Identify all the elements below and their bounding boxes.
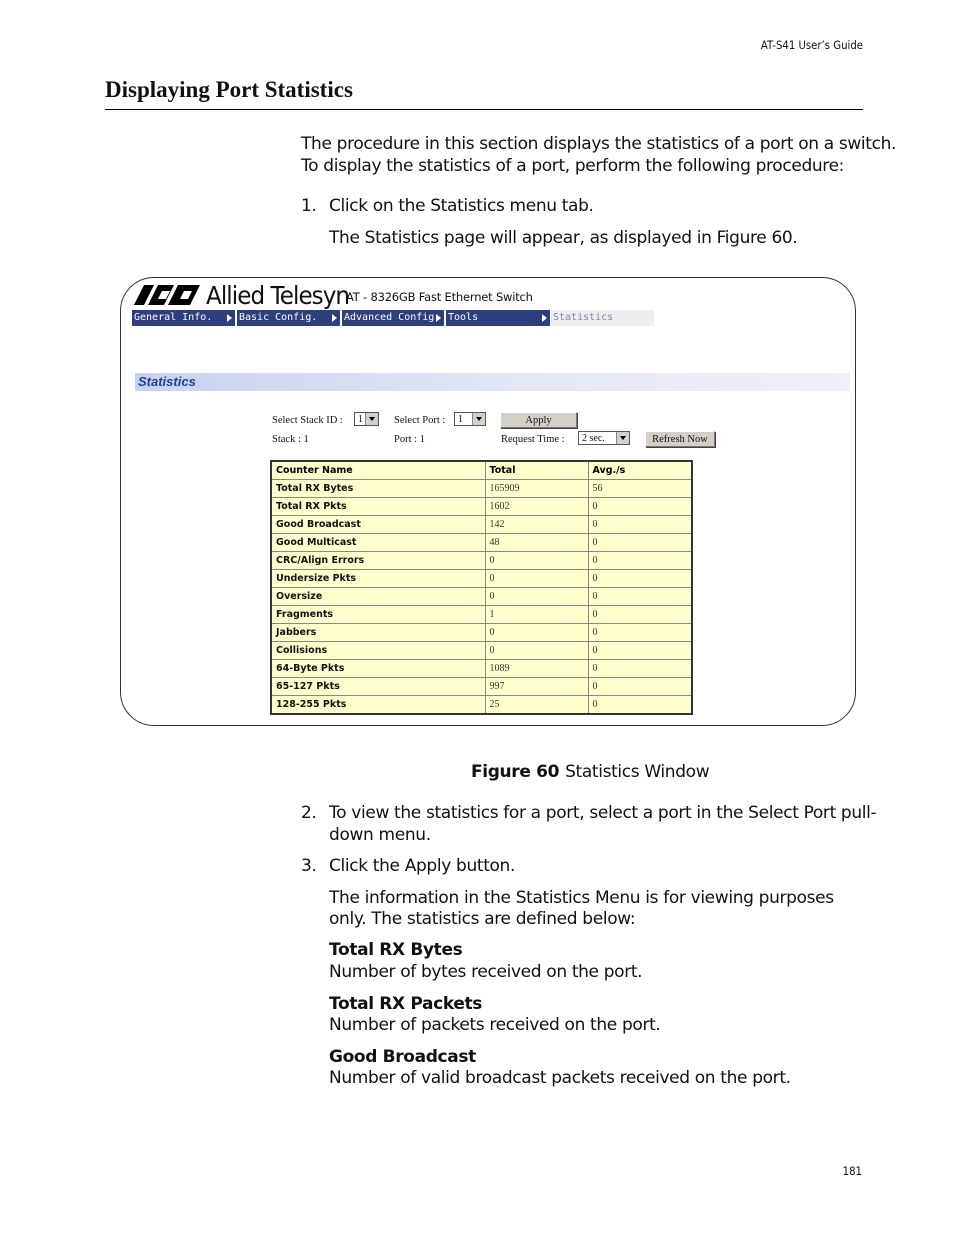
arrow-right-icon [542,314,547,322]
counter-name-cell: Fragments [271,606,485,624]
total-cell: 1089 [485,660,588,678]
chevron-down-icon [616,432,629,444]
counter-name-cell: Total RX Pkts [271,498,485,516]
table-row [271,480,692,498]
step-1-text: Click on the Statistics menu tab. [329,196,594,216]
table-header-row [271,461,692,480]
statistics-table [270,460,693,715]
refresh-now-button[interactable]: Refresh Now [645,431,715,447]
info-line-2: only. The statistics are defined below: [329,909,636,929]
step-2-number: 2. [301,803,317,823]
arrow-right-icon [436,314,441,322]
avg-cell: 0 [588,516,692,534]
definition-term: Good Broadcast [329,1047,476,1067]
tab-basic-config[interactable] [237,310,340,326]
arrow-right-icon [227,314,232,322]
figure-title: Statistics Window [565,762,710,782]
total-cell: 0 [485,642,588,660]
statistics-window-screenshot [120,277,856,726]
table-row [271,696,692,715]
counter-name-cell: Jabbers [271,624,485,642]
running-header: AT-S41 User’s Guide [760,38,863,52]
total-cell: 0 [485,552,588,570]
counter-name-cell: Undersize Pkts [271,570,485,588]
request-time-value: 2 sec. [582,433,605,444]
chevron-down-icon [365,413,378,425]
counter-name-cell: Good Broadcast [271,516,485,534]
total-cell: 142 [485,516,588,534]
port-value: 1 [458,414,463,425]
step-3-number: 3. [301,856,317,876]
tab-label: Advanced Config. [344,312,441,323]
request-time-select[interactable] [578,431,630,445]
avg-cell: 0 [588,678,692,696]
avg-cell: 0 [588,588,692,606]
table-row [271,570,692,588]
table-row [271,552,692,570]
title-rule [105,109,863,110]
tab-general-info[interactable] [132,310,235,326]
avg-cell: 0 [588,534,692,552]
stack-id-select[interactable] [354,412,379,426]
table-row [271,678,692,696]
avg-cell: 56 [588,480,692,498]
tab-label: Statistics [553,312,614,323]
step-2-text-line-2: down menu. [329,825,431,845]
column-header-counter-name: Counter Name [271,461,485,480]
stack-info: Stack : 1 [272,434,309,445]
total-cell: 0 [485,570,588,588]
logo-text: Allied Telesyn [206,280,350,310]
total-cell: 0 [485,588,588,606]
definition-description: Number of packets received on the port. [329,1015,661,1035]
counter-name-cell: 65-127 Pkts [271,678,485,696]
avg-cell: 0 [588,606,692,624]
total-cell: 1 [485,606,588,624]
statistics-heading-bar [135,373,850,391]
total-cell: 48 [485,534,588,552]
table-row [271,516,692,534]
arrow-right-icon [332,314,337,322]
table-row [271,498,692,516]
table-row [271,660,692,678]
tab-statistics[interactable] [551,310,654,326]
table-row [271,588,692,606]
tab-label: Tools [448,312,479,323]
total-cell: 1602 [485,498,588,516]
chevron-down-icon [472,413,485,425]
port-select[interactable] [454,412,486,426]
counter-name-cell: Oversize [271,588,485,606]
tab-label: Basic Config. [239,312,318,323]
stack-id-value: 1 [358,414,363,425]
tab-tools[interactable] [446,310,550,326]
avg-cell: 0 [588,696,692,715]
counter-name-cell: 64-Byte Pkts [271,660,485,678]
column-header-total: Total [485,461,588,480]
tab-advanced-config[interactable] [342,310,444,326]
intro-line-2: To display the statistics of a port, perform the following procedure: [301,156,845,176]
select-port-label: Select Port : [394,415,446,426]
section-title: Displaying Port Statistics [105,77,353,102]
intro-line-1: The procedure in this section displays the statistics of a port on a switch. [301,134,897,154]
avg-cell: 0 [588,660,692,678]
step-1-result: The Statistics page will appear, as displayed in Figure 60. [329,228,798,248]
total-cell: 25 [485,696,588,715]
statistics-heading: Statistics [138,374,196,389]
counter-name-cell: Good Multicast [271,534,485,552]
avg-cell: 0 [588,624,692,642]
total-cell: 997 [485,678,588,696]
column-header-avg: Avg./s [588,461,692,480]
definition-description: Number of valid broadcast packets received on the port. [329,1068,791,1088]
definition-term: Total RX Packets [329,994,483,1014]
avg-cell: 0 [588,642,692,660]
tab-label: General Info. [134,312,213,323]
step-1-number: 1. [301,196,317,216]
table-row [271,624,692,642]
model-title: AT - 8326GB Fast Ethernet Switch [346,290,533,304]
figure-label: Figure 60 [471,762,560,782]
allied-telesyn-logo [134,280,362,310]
table-row [271,642,692,660]
table-row [271,534,692,552]
counter-name-cell: Total RX Bytes [271,480,485,498]
avg-cell: 0 [588,552,692,570]
avg-cell: 0 [588,498,692,516]
apply-button[interactable]: Apply [500,412,577,428]
counter-name-cell: 128-255 Pkts [271,696,485,715]
port-info: Port : 1 [394,434,425,445]
logo-mark-icon [134,285,200,305]
table-row [271,606,692,624]
definition-term: Total RX Bytes [329,940,463,960]
total-cell: 0 [485,624,588,642]
step-3-text: Click the Apply button. [329,856,516,876]
figure-caption [471,762,709,782]
step-2-text-line-1: To view the statistics for a port, select a port in the Select Port pull- [329,803,877,823]
counter-name-cell: Collisions [271,642,485,660]
total-cell: 165909 [485,480,588,498]
info-line-1: The information in the Statistics Menu is for viewing purposes [329,888,834,908]
counter-name-cell: CRC/Align Errors [271,552,485,570]
definition-description: Number of bytes received on the port. [329,962,643,982]
request-time-label: Request Time : [501,434,565,445]
page-number: 181 [842,1164,862,1178]
select-stack-id-label: Select Stack ID : [272,415,343,426]
avg-cell: 0 [588,570,692,588]
